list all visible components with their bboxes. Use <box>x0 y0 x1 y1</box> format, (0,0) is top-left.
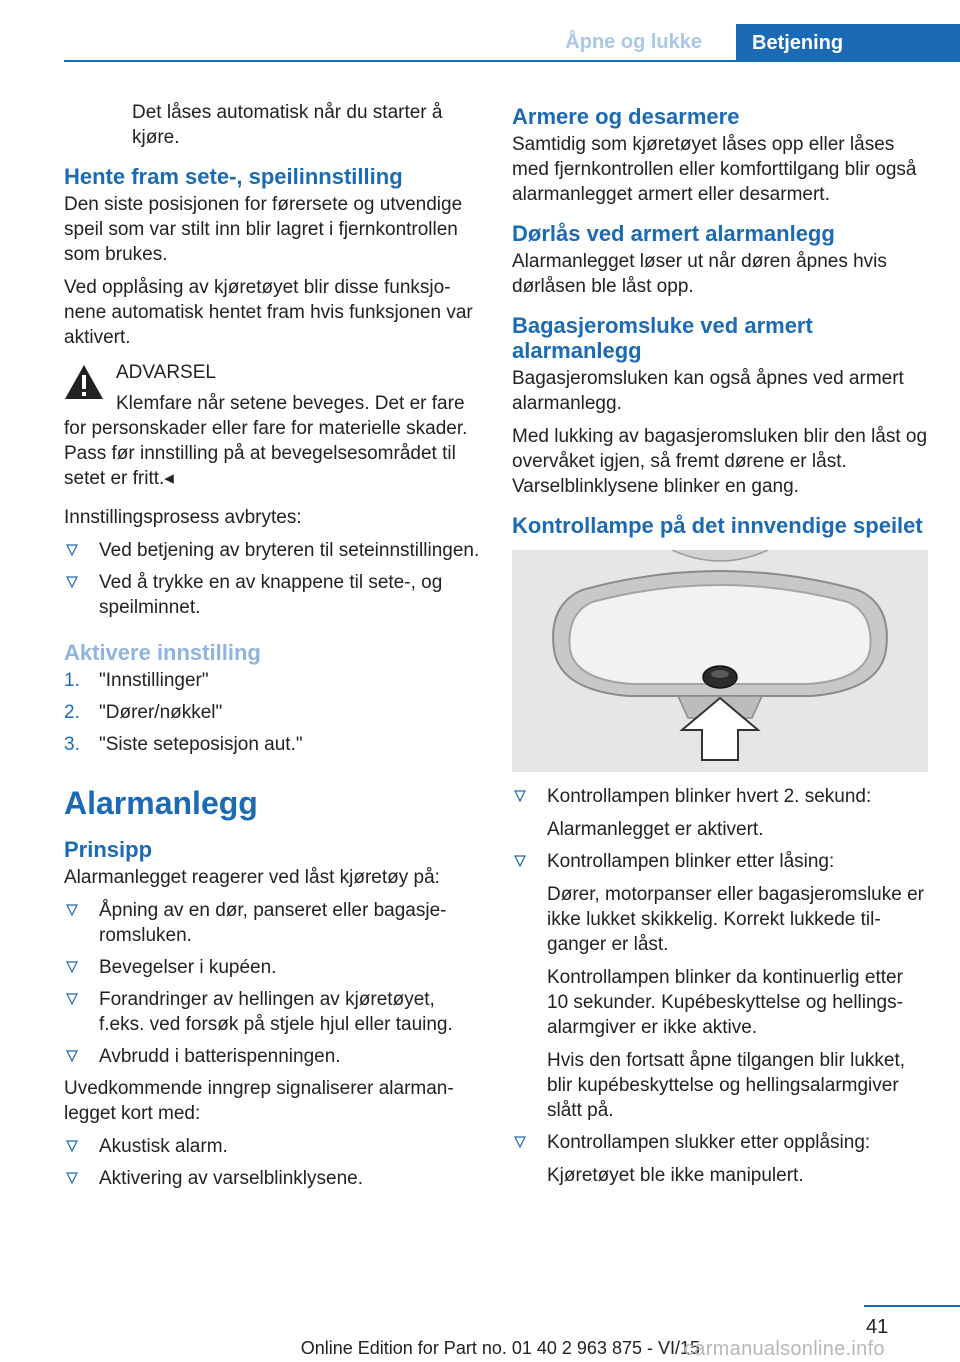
footer-edition: Online Edition for Part no. 01 40 2 963 875 - VI/15 <box>300 1338 700 1358</box>
warning-box <box>64 358 480 491</box>
header-rule <box>64 60 960 62</box>
paragraph-hente-2: Ved opplåsing av kjøretøyet blir disse funksjonene automatisk hentet fram hvis funksjonen var aktivert. <box>64 277 473 348</box>
list-item-text: Forandringer av hellingen av kjøretøyet, f.eks. ved forsøk på stjele hjul eller tauing. <box>99 989 453 1035</box>
list-item <box>64 1166 480 1191</box>
list-item <box>512 1130 928 1188</box>
steps-list <box>64 668 480 757</box>
bullet-triangle-icon <box>66 1140 78 1152</box>
list-item-text: Bevegelser i kupéen. <box>99 957 277 978</box>
list-item <box>512 849 928 1123</box>
step-text: "Dører/nøkkel" <box>99 702 223 723</box>
footer-rule <box>864 1305 960 1307</box>
list-item-text: Kontrollampen blinker etter låsing: <box>547 851 835 872</box>
bullet-triangle-icon <box>66 1050 78 1062</box>
paragraph-abort: Innstillingsprosess avbrytes: <box>64 507 302 528</box>
header-chapter-tab: Betjening <box>736 24 960 62</box>
paragraph-prinsipp: Alarmanlegget reagerer ved låst kjøretøy på: <box>64 867 440 888</box>
bullet-triangle-icon <box>66 993 78 1005</box>
warning-triangle-icon <box>64 364 104 400</box>
list-item-subtext: Kjøretøyet ble ikke manipulert. <box>547 1165 804 1186</box>
warning-title: ADVARSEL <box>116 362 216 383</box>
list-item <box>64 898 480 948</box>
page-number: 41 <box>866 1316 889 1338</box>
header-section-title: Åpne og lukke <box>565 31 702 53</box>
list-item-subtext: Dører, motorpanser eller bagasjeromsluke er ikke lukket skikkelig. Korrekt lukkede tilganger er låst. <box>547 884 924 955</box>
list-item-subtext: Alarmanlegget er aktivert. <box>547 819 764 840</box>
paragraph-dorlas: Alarmanlegget løser ut når døren åpnes hvis dørlåsen ble låst opp. <box>512 251 887 297</box>
right-column <box>512 100 928 1195</box>
heading-dorlas: Dørlås ved armert alarmanlegg <box>512 221 835 246</box>
heading-aktivere: Aktivere innstilling <box>64 640 261 665</box>
signal-list <box>64 1134 480 1191</box>
step-item <box>64 700 480 725</box>
paragraph-bagasje-2: Med lukking av bagasjeromsluken blir den låst og overvåket igjen, så fremt dørene er låst. Varselblinklysene blinker en gang. <box>512 426 928 497</box>
react-list <box>64 898 480 1069</box>
bullet-triangle-icon <box>66 1172 78 1184</box>
abort-list <box>64 538 480 620</box>
heading-prinsipp: Prinsipp <box>64 837 153 862</box>
heading-armere: Armere og desarmere <box>512 104 740 129</box>
bullet-triangle-icon <box>514 855 526 867</box>
lamp-list <box>512 784 928 1188</box>
bullet-triangle-icon <box>514 1136 526 1148</box>
step-text: "Innstillinger" <box>99 670 209 691</box>
list-item <box>64 1134 480 1159</box>
list-item <box>64 538 480 563</box>
bullet-triangle-icon <box>66 576 78 588</box>
list-item <box>64 570 480 620</box>
heading-kontrollampe: Kontrollampe på det innvendige speilet <box>512 513 923 538</box>
paragraph-armere: Samtidig som kjøretøyet låses opp eller låses med fjernkontrollen eller komforttilgang blir også alarmanlegget armert eller desarmert. <box>512 134 917 205</box>
list-item-text: Kontrollampen slukker etter opplåsing: <box>547 1132 871 1153</box>
bullet-triangle-icon <box>66 904 78 916</box>
step-item <box>64 732 480 757</box>
heading-alarmanlegg: Alarmanlegg <box>64 785 258 821</box>
list-item-text: Aktivering av varselblinklysene. <box>99 1168 364 1189</box>
mirror-illustration <box>512 550 928 772</box>
bullet-triangle-icon <box>514 790 526 802</box>
list-item <box>64 1044 480 1069</box>
warning-text: Klemfare når setene beveges. Det er fare for personskader eller fare for materielle skader. Pass før innstilling på at bevegelsesområdet til setet er fritt.◂ <box>64 393 468 489</box>
bullet-triangle-icon <box>66 544 78 556</box>
step-number: 1. <box>64 670 80 691</box>
step-number: 2. <box>64 702 80 723</box>
step-number: 3. <box>64 734 80 755</box>
list-item <box>512 784 928 842</box>
list-item-text: Avbrudd i batterispenningen. <box>99 1046 341 1067</box>
heading-bagasje: Bagasjeromsluke ved armert alarmanlegg <box>512 313 813 363</box>
watermark: carmanualsonline.info <box>684 1338 885 1360</box>
list-item-text: Ved betjening av bryteren til seteinnstillingen. <box>99 540 480 561</box>
paragraph-bagasje-1: Bagasjeromsluken kan også åpnes ved armert alarmanlegg. <box>512 368 904 414</box>
heading-hente-fram: Hente fram sete-, speilinnstilling <box>64 164 403 189</box>
list-item-text: Ved å trykke en av knappene til sete-, og speilminnet. <box>99 572 443 618</box>
step-item <box>64 668 480 693</box>
list-item-text: Kontrollampen blinker hvert 2. sekund: <box>547 786 872 807</box>
intro-paragraph: Det låses automatisk når du starter å kjøre. <box>132 102 443 148</box>
list-item <box>64 955 480 980</box>
paragraph-signal: Uvedkommende inngrep signaliserer alarmanlegget kort med: <box>64 1078 454 1124</box>
left-column <box>64 100 480 1198</box>
bullet-triangle-icon <box>66 961 78 973</box>
paragraph-hente-1: Den siste posisjonen for førersete og utvendige speil som var stilt inn blir lagret i fjernkontrollen som brukes. <box>64 194 463 265</box>
list-item-text: Åpning av en dør, panseret eller bagasjeromsluken. <box>99 900 447 946</box>
list-item-subtext: Hvis den fortsatt åpne tilgangen blir lukket, blir kupébeskyttelse og hellingsalarmgiver slått på. <box>547 1050 906 1121</box>
step-text: "Siste seteposisjon aut." <box>99 734 303 755</box>
list-item-subtext: Kontrollampen blinker da kontinuerlig etter 10 sekunder. Kupébeskyttelse og hellingsalarmgiver er ikke aktive. <box>547 967 903 1038</box>
list-item <box>64 987 480 1037</box>
list-item-text: Akustisk alarm. <box>99 1136 228 1157</box>
